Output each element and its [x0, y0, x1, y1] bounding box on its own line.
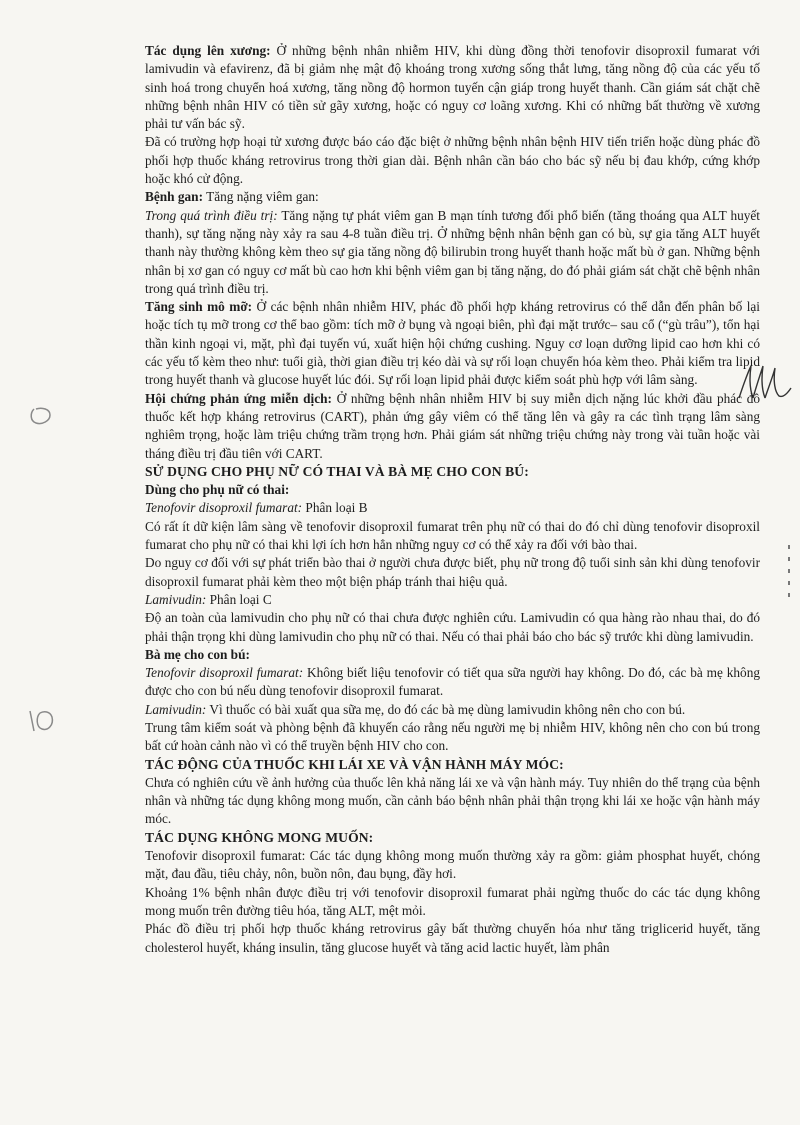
document-page [145, 42, 760, 957]
section-label: Tác dụng lên xương: [145, 43, 271, 58]
paragraph-text: Ở những bệnh nhân nhiễm HIV bị suy miễn dịch nặng lúc khởi đầu phác đồ thuốc kết hợp kháng retrovirus (CART), phản ứng gây viêm có thể tăng lên và gây ra các tình trạng lâm sàng nghiêm trọng, hoặc làm triệu chứng trầm trọng hơn. Phải giám sát những triệu chứng này trong vài tuần hoặc vài tháng điều trị đầu tiên với CART. [145, 390, 760, 461]
section-heading: SỬ DỤNG CHO PHỤ NỮ CÓ THAI VÀ BÀ MẸ CHO CON BÚ: [145, 463, 529, 479]
paragraph [145, 701, 760, 719]
paragraph [145, 591, 760, 609]
paragraph [145, 499, 760, 517]
paragraph-text: Phân loại B [302, 500, 368, 516]
margin-scribble [28, 405, 54, 427]
section-label: Lamivudin: [145, 591, 207, 607]
section-label: Bệnh gan: [145, 189, 204, 205]
section-label: Tenofovir disoproxil fumarat: [145, 665, 304, 681]
paragraph: Chưa có nghiên cứu về ảnh hưởng của thuốc lên khả năng lái xe và vận hành máy. Tuy nhiên do thể trạng của bệnh nhân và những tác dụng không mong muốn, cần cảnh báo bệnh nhân phải thận trọng khi lái xe hoặc vận hành máy móc. [145, 774, 760, 827]
section-label: Lamivudin: [145, 701, 207, 717]
section-label: Tenofovir disoproxil fumarat: [145, 500, 303, 516]
section-heading: TÁC DỤNG KHÔNG MONG MUỐN: [145, 829, 374, 845]
paragraph [145, 42, 760, 133]
paragraph-text: Ở các bệnh nhân nhiễm HIV, phác đồ phối hợp kháng retrovirus có thể dẫn đến phân bố lại hoặc tích tụ mỡ trong cơ thể bao gồm: tích mỡ ở bụng và ngoại biên, phì đại mặt trước– sau cổ (“gù trâu”), tổn hại thần kinh ngoại vi, mặt, phì đại tuyến vú, xuất hiện hội chứng cushing. Nguy cơ loạn dưỡng lipid cao hơn khi có các yếu tố kèm theo như: tuổi già, thời gian điều trị kéo dài và sự rối loạn chuyển hóa kèm theo. Phải kiểm tra lipid trong huyết thanh và glucose huyết lúc đói. Sự rối loạn lipid phải được kiểm soát phù hợp với lâm sàng. [145, 299, 760, 388]
section-label: Hội chứng phản ứng miễn dịch: [145, 390, 332, 406]
paragraph-text: Phân loại C [206, 591, 272, 607]
section-heading: TÁC ĐỘNG CỦA THUỐC KHI LÁI XE VÀ VẬN HÀNH MÁY MÓC: [145, 756, 564, 772]
section-label: Tăng sinh mô mỡ: [145, 299, 253, 315]
margin-scribble [26, 705, 58, 735]
subsection-heading: Bà mẹ cho con bú: [145, 646, 250, 662]
paragraph: Do nguy cơ đối với sự phát triển bào thai ở người chưa được biết, phụ nữ trong độ tuổi sinh sản khi dùng tenofovir disoproxil fumarat phải kèm theo một biện pháp tránh thai hiệu quả. [145, 555, 760, 589]
subsection-heading: Dùng cho phụ nữ có thai: [145, 482, 290, 498]
paragraph: Đã có trường hợp hoại tử xương được báo cáo đặc biệt ở những bệnh nhân bệnh HIV tiến triển hoặc dùng phác đồ phối hợp thuốc kháng retrovirus trong thời gian dài. Bệnh nhân cần báo cho bác sỹ nếu bị đau khớp, cứng khớp hoặc khó cử động. [145, 134, 760, 187]
paragraph [145, 298, 760, 389]
paragraph: Trung tâm kiểm soát và phòng bệnh đã khuyến cáo rằng nếu người mẹ bị nhiễm HIV, không nên cho con bú trong bất cứ hoàn cảnh nào vì có thể truyền bệnh HIV cho con. [145, 719, 760, 754]
paragraph [145, 390, 760, 463]
paragraph-text: Tăng nặng tự phát viêm gan B mạn tính tương đối phổ biến (tăng thoáng qua ALT huyết thanh), sự tăng nặng này xảy ra sau 4-8 tuần điều trị. Ở những bệnh nhân bệnh gan có bù, sự gia tăng ALT huyết thanh này thường không kèm theo sự gia tăng nồng độ bilirubin trong huyết thanh hoặc mất bù ở gan. Những bệnh nhân bị xơ gan có nguy cơ mất bù cao hơn khi bệnh viêm gan bị tăng nặng, do đó phải giám sát chặt chẽ bệnh nhân trong quá trình điều trị. [145, 207, 760, 296]
paragraph: Phác đồ điều trị phối hợp thuốc kháng retrovirus gây bất thường chuyển hóa như tăng triglicerid huyết, tăng cholesterol huyết, kháng insulin, tăng glucose huyết và tăng acid lactic huyết, làm phân [145, 921, 760, 955]
paragraph: Khoảng 1% bệnh nhân được điều trị với tenofovir disoproxil fumarat phải ngừng thuốc do các tác dụng không mong muốn trên đường tiêu hóa, tăng ALT, mệt mỏi. [145, 884, 760, 918]
paragraph [145, 664, 760, 701]
paragraph-text: Không biết liệu tenofovir có tiết qua sữa người hay không. Do đó, các bà mẹ không được cho con bú nếu dùng tenofovir disoproxil fumarat. [145, 665, 760, 699]
section-label: Trong quá trình điều trị: [145, 207, 278, 223]
paragraph [145, 207, 760, 298]
paragraph: Tenofovir disoproxil fumarat: Các tác dụng không mong muốn thường xảy ra gồm: giảm phosphat huyết, chóng mặt, đau đầu, tiêu chảy, nôn, buồn nôn, đau bụng, đầy hơi. [145, 848, 760, 882]
paragraph-text: Vì thuốc có bài xuất qua sữa mẹ, do đó các bà mẹ dùng lamivudin không nên cho con bú. [206, 701, 686, 717]
paragraph-text: Tăng nặng viêm gan: [203, 189, 319, 205]
paragraph: Độ an toàn của lamivudin cho phụ nữ có thai chưa được nghiên cứu. Lamivudin có qua hàng rào nhau thai, do đó phải thận trọng khi dùng lamivudin cho phụ nữ có thai. Nếu có thai phải báo cho bác sỹ trước khi dùng lamivudin. [145, 610, 760, 644]
margin-marks [786, 545, 792, 615]
paragraph [145, 188, 760, 206]
paragraph-text: Ở những bệnh nhân nhiễm HIV, khi dùng đồng thời tenofovir disoproxil fumarat với lamivudin và efavirenz, đã bị giảm nhẹ mật độ khoáng trong xương sống thắt lưng, tăng nồng độ của các yếu tố sinh hoá trong chuyển hoá xương, tăng nồng độ hormon tuyến cận giáp trong huyết thanh. Cần giám sát chặt chẽ những bệnh nhân HIV có tiền sử gãy xương, hoặc có nguy cơ loãng xương. Khi có những bất thường về xương phải tư vấn bác sỹ. [145, 43, 760, 132]
paragraph: Có rất ít dữ kiện lâm sàng về tenofovir disoproxil fumarat trên phụ nữ có thai do đó chỉ dùng tenofovir disoproxil fumarat cho phụ nữ có thai khi lợi ích hơn hẳn những nguy cơ có thể xảy ra đối với bào thai. [145, 518, 760, 553]
